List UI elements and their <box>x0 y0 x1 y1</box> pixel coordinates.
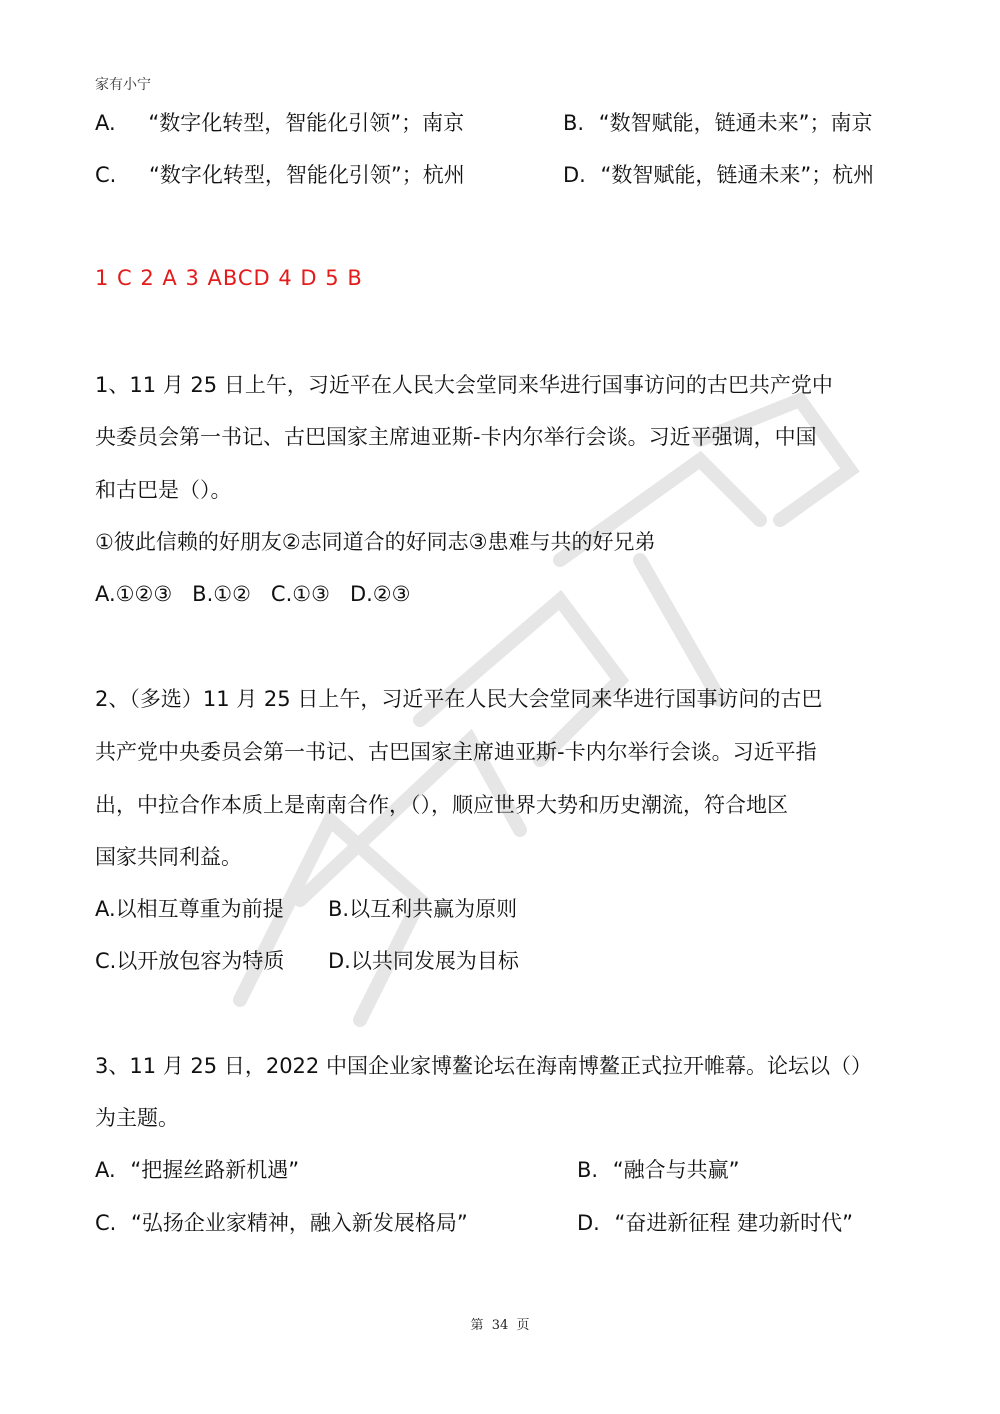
question-3-option-c <box>95 1209 468 1237</box>
question-3-line-1: 3、11 月 25 日，2022 中国企业家博鳌论坛在海南博鳌正式拉开帷幕。论坛以（） <box>95 1054 872 1078</box>
header-label: 家有小宁 <box>95 77 151 93</box>
question-2-option-a: A.以相互尊重为前提 <box>95 897 284 921</box>
question-2-line-3: 出，中拉合作本质上是南南合作，（），顺应世界大势和历史潮流，符合地区 <box>95 793 788 817</box>
prev-option-a <box>95 109 464 137</box>
question-2-line-1: 2、（多选）11 月 25 日上午，习近平在人民大会堂同来华进行国事访问的古巴 <box>95 687 823 711</box>
option-text: “数字化转型，智能化引领”；杭州 <box>149 163 465 187</box>
option-text: “弘扬企业家精神，融入新发展格局” <box>131 1211 468 1235</box>
option-letter: D. <box>577 1211 600 1235</box>
option-text: “数字化转型，智能化引领”；南京 <box>148 111 465 135</box>
prev-option-c <box>95 161 465 189</box>
question-2-option-d: D.以共同发展为目标 <box>328 949 519 973</box>
option-letter: C. <box>95 163 117 187</box>
question-3-option-b <box>577 1156 740 1184</box>
option-letter: B. <box>563 111 585 135</box>
question-2-option-b: B.以互利共赢为原则 <box>328 897 518 921</box>
question-1-line-1: 1、11 月 25 日上午，习近平在人民大会堂同来华进行国事访问的古巴共产党中 <box>95 373 833 397</box>
option-letter: A. <box>95 1158 116 1182</box>
question-2-line-4: 国家共同利益。 <box>95 845 242 869</box>
answer-key: 1 C 2 A 3 ABCD 4 D 5 B <box>95 266 363 290</box>
option-letter: C. <box>95 1211 117 1235</box>
question-3-line-2: 为主题。 <box>95 1106 179 1130</box>
prev-option-b <box>563 109 873 137</box>
question-1-line-3: 和古巴是（）。 <box>95 478 232 502</box>
option-text: “奋进新征程 建功新时代” <box>614 1211 853 1235</box>
question-3-option-a <box>95 1156 299 1184</box>
option-text: “数智赋能，链通未来”；南京 <box>598 111 873 135</box>
option-letter: A. <box>95 111 116 135</box>
question-2-option-c: C.以开放包容为特质 <box>95 949 285 973</box>
prev-option-d <box>563 161 874 189</box>
page-number: 第 34 页 <box>470 1318 530 1333</box>
option-text: “把握丝路新机遇” <box>130 1158 300 1182</box>
option-letter: B. <box>577 1158 599 1182</box>
option-letter: D. <box>563 163 586 187</box>
option-text: “融合与共赢” <box>612 1158 740 1182</box>
question-1-options: A.①②③ B.①② C.①③ D.②③ <box>95 582 411 606</box>
question-3-option-d <box>577 1209 853 1237</box>
question-2-line-2: 共产党中央委员会第一书记、古巴国家主席迪亚斯-卡内尔举行会谈。习近平指 <box>95 740 817 764</box>
question-1-statements: ①彼此信赖的好朋友②志同道合的好同志③患难与共的好兄弟 <box>95 530 656 554</box>
question-1-line-2: 央委员会第一书记、古巴国家主席迪亚斯-卡内尔举行会谈。习近平强调，中国 <box>95 425 817 449</box>
option-text: “数智赋能，链通未来”；杭州 <box>600 163 875 187</box>
